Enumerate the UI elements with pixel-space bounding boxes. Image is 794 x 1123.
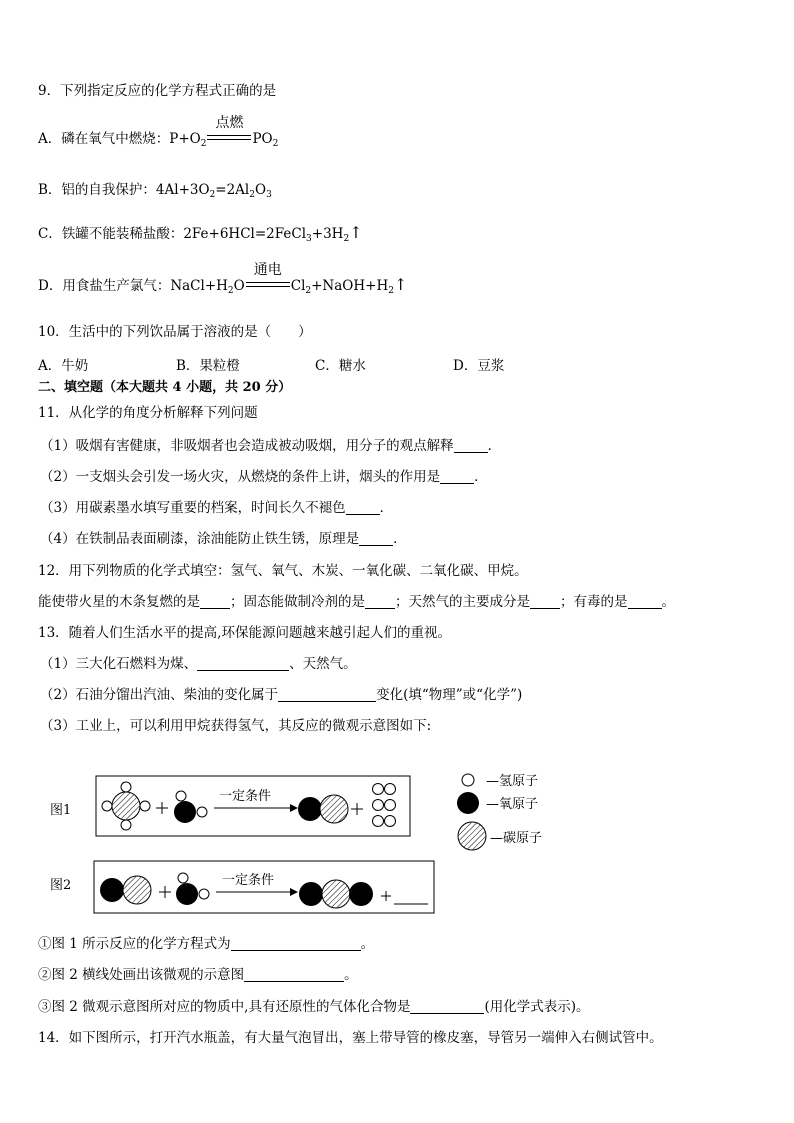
up-arrow-icon: ↑ — [349, 223, 363, 242]
q13-sub-2: ②图 2 横线处画出该微观的示意图 。 — [38, 967, 358, 983]
condition-label: 一定条件 — [219, 789, 272, 804]
figure-1-reaction — [94, 772, 412, 838]
q11-item-2: （2）一支烟头会引发一场火灾，从燃烧的条件上讲，烟头的作用是 ． — [40, 469, 488, 485]
q10-option-b: B．果粒橙 — [176, 358, 240, 374]
up-arrow-icon: ↑ — [393, 275, 408, 294]
hydrogen-atom — [140, 801, 150, 811]
svg-text:—碳原子: —碳原子 — [490, 831, 543, 846]
fig2-label: 图2 — [50, 878, 72, 893]
q12-blanks: 能使带火星的木条复燃的是 ；固态能做制冷剂的是 ；天然气的主要成分是 ；有毒的是 。 — [38, 594, 675, 610]
q9-option-b: B．铝的自我保护：$4Al+3O_2=2Al_2O_3$ — [38, 182, 272, 200]
carbon-atom — [320, 795, 348, 823]
hydrogen-atom — [121, 782, 131, 792]
q13-sub-3: ③图 2 微观示意图所对应的物质中,具有还原性的气体化合物是 (用化学式表示)。 — [38, 999, 590, 1015]
q13-item-2: （2）石油分馏出汽油、柴油的变化属于 变化(填“物理”或“化学”) — [40, 687, 523, 703]
q10-stem: 10．生活中的下列饮品属于溶液的是（ ） — [38, 324, 312, 340]
svg-text:—氢原子: —氢原子 — [486, 774, 539, 789]
q9-option-d: D．用食盐生产氯气：$NaCl+H_2O$ 通电 $Cl_2+NaOH+H_2↑$ — [38, 262, 408, 296]
condition-label: 一定条件 — [222, 873, 275, 888]
q11-item-3: （3）用碳素墨水填写重要的档案，时间长久不褪色 ． — [40, 500, 394, 516]
q13-item-3: （3）工业上，可以利用甲烷获得氢气，其反应的微观示意图如下: — [40, 718, 432, 734]
figure-2-reaction — [92, 858, 436, 916]
oxygen-atom — [174, 801, 196, 823]
q11-item-1: （1）吸烟有害健康，非吸烟者也会造成被动吸烟，用分子的观点解释 ． — [40, 438, 502, 454]
hydrogen-atom — [102, 801, 112, 811]
q13-stem: 13．随着人们生活水平的提高,环保能源问题越来越引起人们的重视。 — [38, 625, 451, 641]
oxygen-atom — [100, 878, 124, 902]
q10-option-a: A．牛奶 — [38, 358, 89, 374]
q11-item-4: （4）在铁制品表面刷漆，涂油能防止铁生锈，原理是 ． — [40, 531, 407, 547]
carbon-legend-icon — [458, 822, 486, 850]
hydrogen-atom — [197, 807, 207, 817]
oxygen-atom — [298, 797, 322, 821]
q11-stem: 11．从化学的角度分析解释下列问题 — [38, 405, 258, 421]
q10-option-d: D．豆浆 — [453, 358, 505, 374]
q9-option-c: C．铁罐不能装稀盐酸：$2Fe+6HCl=2FeCl_3+3H_2↑$ — [38, 223, 363, 244]
atom-legend — [452, 768, 562, 856]
oxygen-legend-icon — [457, 792, 479, 814]
q9-stem: 9．下列指定反应的化学方程式正确的是 — [38, 83, 277, 99]
q12-stem: 12．用下列物质的化学式填空：氢气、氧气、木炭、一氧化碳、二氧化碳、甲烷。 — [38, 563, 528, 579]
carbon-atom — [123, 876, 151, 904]
section-heading: 二、填空题（本大题共 4 小题，共 20 分） — [38, 380, 292, 395]
hydrogen-atom — [121, 820, 131, 830]
svg-text:—氧原子: —氧原子 — [486, 797, 539, 812]
q10-option-c: C．糖水 — [315, 358, 366, 374]
hydrogen-atom — [176, 791, 186, 801]
q14-stem: 14．如下图所示，打开汽水瓶盖，有大量气泡冒出，塞上带导管的橡皮塞，导管另一端伸入右侧试管中。 — [38, 1030, 663, 1046]
q13-sub-1: ①图 1 所示反应的化学方程式为 。 — [38, 936, 375, 952]
hydrogen-legend-icon — [462, 774, 474, 786]
q9-option-a: A．磷在氧气中燃烧：$P+O_2$ 点燃 $PO_2$ — [38, 115, 279, 149]
q13-item-1: （1）三大化石燃料为煤、 、天然气。 — [40, 656, 357, 672]
carbon-atom — [112, 792, 140, 820]
fig1-label: 图1 — [50, 803, 72, 818]
